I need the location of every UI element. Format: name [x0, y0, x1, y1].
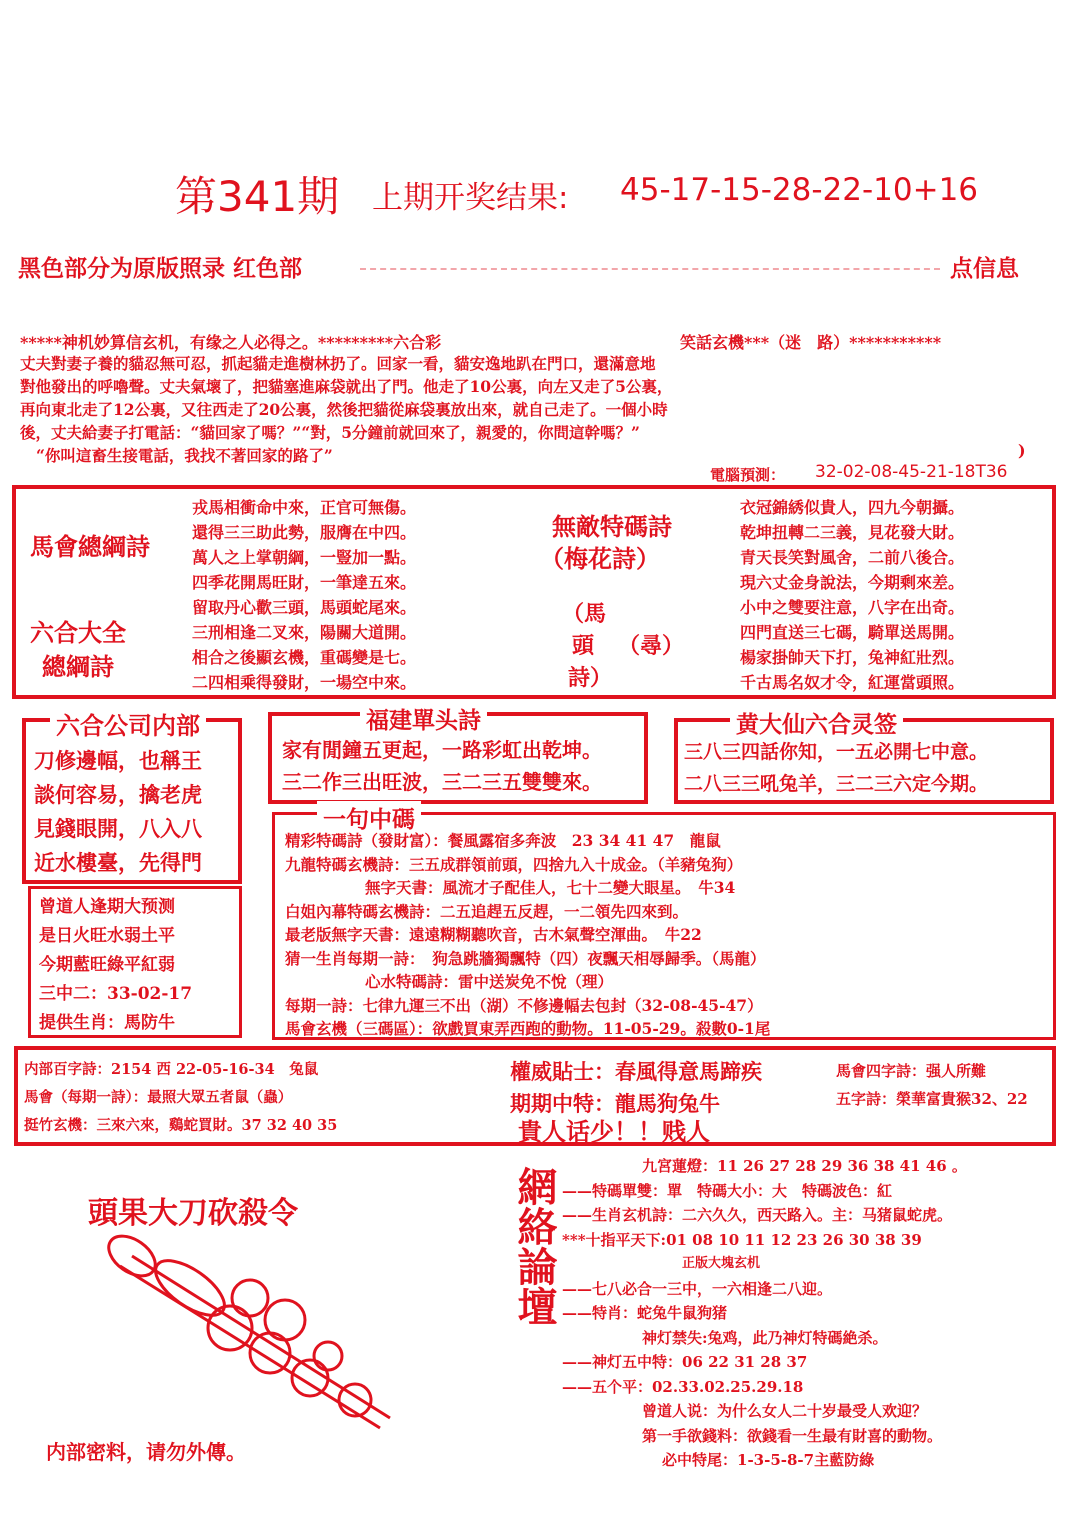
forum-line: ——五个平：02.33.02.25.29.18 — [562, 1377, 804, 1396]
verse: 戎馬相衝命中來，正官可無傷。 — [192, 498, 417, 517]
yiju-line: 猜一生肖每期一詩： 狗急跳牆獨飄特（四）夜飄天相辱歸季。（馬龍） — [285, 948, 766, 968]
bottom-left-line: 挺竹玄機：三來六來，鷄蛇買財。37 32 40 35 — [24, 1117, 338, 1134]
yiju-line: 精彩特碼詩（發財富）：餐風露宿多奔波 23 34 41 47 龍鼠 — [285, 831, 721, 850]
verse: 還得三三助此勢，服膺在中四。 — [192, 523, 417, 542]
company-line: 刀修邊幅，也稱王 — [34, 748, 202, 773]
yiju-lines — [285, 829, 770, 1041]
joke-close-paren: ) — [1018, 441, 1026, 460]
forum-line: 神灯禁失:兔鸡，此乃神灯特碼絶杀。 — [642, 1328, 888, 1347]
forecast-value: 32-02-08-45-21-18T36 — [815, 462, 1008, 482]
joke-line: 丈夫對妻子養的貓忍無可忍，抓起貓走進樹林扔了。回家一看，貓安逸地趴在門口，還滿意地 — [20, 354, 656, 373]
company-title: 六合公司内部 — [50, 706, 206, 741]
company-line: 談何容易，擒老虎 — [34, 782, 202, 807]
poem-mid-title-3: （馬 — [562, 601, 607, 627]
notice-right: 点信息 — [950, 256, 1019, 282]
joke-line: 後，丈夫給妻子打電話：“貓回家了嗎？”“對，5分鐘前就回來了，親愛的，你問這幹嗎？” — [20, 423, 640, 442]
forum-lines — [562, 1154, 967, 1473]
poem-mid-title-4: 頭 — [572, 633, 595, 659]
bottom-box — [14, 1046, 1056, 1146]
yiju-line: 馬會玄機（三碼區）：欲戲買東弄西跑的動物。11-05-29。殺數0-1尾 — [285, 1019, 771, 1038]
last-result-numbers: 45-17-15-28-22-10+16 — [620, 172, 979, 208]
verse: 現六丈金身說法，今期剩來差。 — [740, 573, 965, 592]
bottom-left-line: 内部百字詩：2154 西 22-05-16-34 兔鼠 — [24, 1061, 319, 1078]
joke-line: 再向東北走了12公裏，又往西走了20公裏，然後把貓從麻袋裏放出來，就自己走了。一個小時 — [20, 400, 668, 419]
poem-verses-left — [192, 495, 416, 695]
daoren-line: 是日火旺水弱土平 — [39, 926, 175, 946]
verse: 二四相乘得發財，一場空中來。 — [192, 673, 417, 692]
poem-left-title-3: 總綱詩 — [42, 652, 114, 681]
forum-line: 第一手欲錢料：欲錢看一生最有財喜的動物。 — [642, 1426, 943, 1445]
poem-mid-title-2: （梅花詩） — [540, 544, 660, 573]
wong-line: 二八三三吼兔羊，三二三六定今期。 — [684, 773, 989, 795]
verse: 萬人之上掌朝綱，一豎加一點。 — [192, 548, 417, 567]
bottom-r1: 權威貼士：春風得意馬蹄疾 — [510, 1059, 762, 1084]
fujian-title: 福建單头詩 — [360, 702, 487, 735]
verse: 三刑相逢二叉來，陽關大道開。 — [192, 623, 417, 642]
wong-lines — [684, 736, 988, 800]
last-result-label: 上期开奖结果: — [372, 180, 569, 216]
forum-line: 正版大塊玄机 — [682, 1256, 761, 1271]
sword-illustration — [80, 1228, 420, 1438]
verse: 留取丹心歡三頭，馬頭蛇尾來。 — [192, 598, 417, 617]
bottom-r2: 期期中特：龍馬狗兔牛 — [510, 1091, 720, 1116]
forum-line: ——七八必合一三中，一六相逢二八迎。 — [562, 1279, 833, 1298]
forum-line: ——神灯五中特：06 22 31 28 37 — [562, 1353, 808, 1371]
yiju-title: 一句中碼 — [317, 801, 421, 834]
wong-title: 黄大仙六合灵签 — [730, 706, 903, 739]
verse: 四門直送三七碼，騎單送馬開。 — [740, 623, 965, 642]
notice-redaction — [360, 262, 940, 270]
company-line: 近水樓臺，先得門 — [34, 850, 202, 875]
poem-mid-title-5: （尋） — [618, 633, 685, 659]
verse: 衣冠錦綉似貴人，四九今朝攝。 — [740, 498, 965, 517]
company-box — [22, 711, 242, 884]
daoren-line: 三中二：33-02-17 — [39, 984, 193, 1004]
knife-footer: 内部密料，请勿外傳。 — [46, 1440, 246, 1464]
forum-line: 九宮蓮燈：11 26 27 28 29 36 38 41 46 。 — [642, 1157, 967, 1175]
fujian-line: 三二作三出旺波，三二三五雙雙來。 — [282, 770, 602, 794]
forum-vertical-title: 網絡論壇 — [511, 1166, 558, 1326]
poem-left-title-1: 馬會總綱詩 — [30, 532, 150, 561]
poem-left-title-2: 六合大全 — [30, 618, 126, 647]
forum-line: ——特肖：蛇兔牛鼠狗猪 — [562, 1304, 728, 1322]
poem-verses-right — [740, 495, 964, 695]
forecast-label: 電腦預測： — [710, 466, 786, 484]
poem-mid-title-1: 無敵特碼詩 — [552, 512, 672, 541]
yiju-line: 每期一詩：七律九運三不出（湖）不修邊幅去包封（32-08-45-47） — [285, 995, 763, 1015]
forum-line: 必中特尾：1-3-5-8-7主藍防綠 — [662, 1451, 875, 1469]
yiju-box — [272, 806, 1056, 1040]
bottom-r1-side: 馬會四字詩：强人所難 — [836, 1062, 987, 1080]
verse: 乾坤扭轉二三義，見花發大財。 — [740, 523, 965, 542]
notice-left: 黑色部分为原版照录 红色部 — [18, 256, 303, 282]
verse: 四季花開馬旺財，一筆達五來。 — [192, 573, 417, 592]
verse: 相合之後顯玄機，重碼變是七。 — [192, 648, 417, 667]
forum-line: ***十指平天下:01 08 10 11 12 23 26 30 38 39 — [562, 1230, 922, 1249]
wong-line: 三八三四話你知，一五必開七中意。 — [684, 741, 989, 763]
joke-title: *****神机妙算信玄机，有缘之人必得之。*********六合彩 — [20, 333, 442, 352]
wong-box — [674, 711, 1054, 804]
forum-line: ——生肖玄机詩：二六久久，西天路入。主：马猪鼠蛇虎。 — [562, 1206, 953, 1224]
forum-line: ——特碼單雙：單 特碼大小：大 特碼波色：紅 — [562, 1181, 893, 1200]
company-lines — [34, 744, 202, 880]
yiju-line: 最老版無字天書：遠遠糊糊聽吹音，古木氣聲空渾曲。 牛22 — [285, 925, 702, 944]
daoren-line: 今期藍旺綠平紅弱 — [39, 955, 175, 975]
verse: 小中之雙要注意，八字在出奇。 — [740, 598, 965, 617]
verse: 千古馬名奴才令，紅運當頭照。 — [740, 673, 965, 692]
joke-line: “你叫這畜生接電話，我找不著回家的路了” — [36, 446, 333, 465]
yiju-line: 無字天書：風流才子配佳人，七十二變大眼星。 牛34 — [365, 878, 736, 897]
forum-line: 曾道人说：为什么女人二十岁最受人欢迎？ — [642, 1402, 928, 1420]
joke-title-right: 笑話玄機***（迷 路）*********** — [680, 333, 942, 352]
fujian-line: 家有閒鐘五更起，一路彩虹出乾坤。 — [282, 738, 602, 762]
poem-mid-title-6: 詩） — [568, 665, 613, 691]
knife-title: 頭果大刀砍殺令 — [88, 1196, 298, 1231]
fujian-lines — [282, 734, 602, 798]
yiju-line: 白姐內幕特碼玄機詩：二五追趕五反趕，一二領先四來到。 — [285, 901, 689, 921]
daoren-lines — [39, 893, 192, 1038]
bottom-r3: 貴人话少！！贱人 — [518, 1117, 710, 1146]
yiju-line: 九龍特碼玄機詩：三五成群領前頭，四捨九入十成金。（羊豬兔狗） — [285, 854, 743, 874]
daoren-box — [28, 886, 242, 1038]
joke-line: 對他發出的呼嚕聲。丈夫氣壞了，把貓塞進麻袋就出了門。他走了10公裏，向左又走了5公裏， — [20, 377, 673, 396]
joke-body — [20, 352, 1060, 467]
bottom-left-line: 馬會（每期一詩）：最照大眾五者鼠（蟲） — [24, 1089, 293, 1106]
yiju-line: 心水特碼詩：雷中送炭免不悅（理） — [365, 972, 614, 991]
fujian-box — [268, 707, 648, 804]
bottom-left-lines — [24, 1056, 337, 1140]
verse: 楊家掛帥天下打，兔神紅壯烈。 — [740, 648, 965, 667]
company-line: 見錢眼開，八入八 — [34, 816, 202, 841]
daoren-title: 曾道人逢期大预测 — [39, 897, 175, 917]
poem-box — [12, 485, 1056, 699]
bottom-r2-side: 五字詩：榮華富貴猴32、22 — [836, 1090, 1028, 1108]
verse: 青天長笑對風舍，二前八後合。 — [740, 548, 965, 567]
daoren-line: 提供生肖：馬防牛 — [39, 1013, 175, 1033]
issue-number: 第341期 — [175, 172, 340, 221]
